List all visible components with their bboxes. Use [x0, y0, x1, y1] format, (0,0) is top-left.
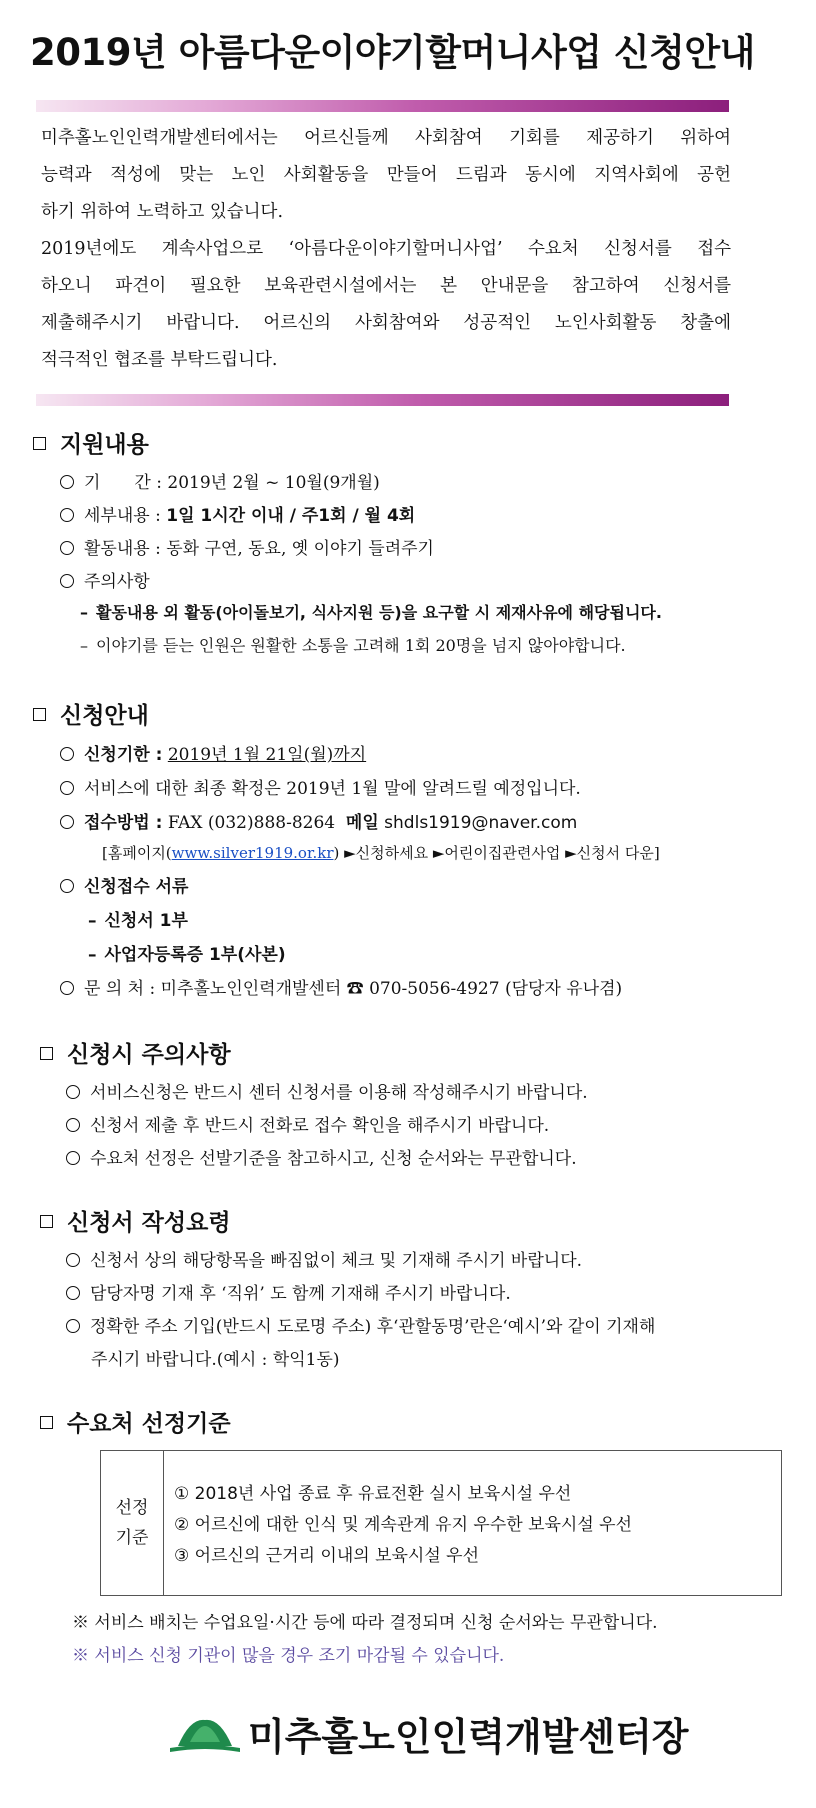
- apply-doc-2: – 사업자등록증 1부(사본): [88, 945, 286, 965]
- intro-line: 미추홀노인인력개발센터에서는 어르신들께 사회참여 기회를 제공하기 위하여: [41, 128, 731, 148]
- circle-bullet-icon: [60, 475, 74, 489]
- circle-bullet-icon: [66, 1118, 80, 1132]
- intro-line: 하기 위하여 노력하고 있습니다.: [41, 202, 284, 222]
- intro-line: 2019년에도 계속사업으로 ‘아름다운이야기할머니사업’ 수요처 신청서를 접수: [41, 239, 731, 259]
- apply-doc-1: – 신청서 1부: [88, 911, 188, 931]
- apply-deadline: 신청기한 : 2019년 1월 21일(월)까지: [60, 740, 366, 765]
- page-title: 2019년 아름다운이야기할머니사업 신청안내: [30, 31, 755, 74]
- guide-item: 신청서 상의 해당항목을 빠짐없이 체크 및 기재해 주시기 바랍니다.: [66, 1246, 582, 1271]
- support-activity: 활동내용 : 동화 구연, 동요, 옛 이야기 들려주기: [60, 534, 434, 559]
- criteria-table: [100, 1450, 782, 1596]
- intro-line: 능력과 적성에 맞는 노인 사회활동을 만들어 드림과 동시에 지역사회에 공헌: [41, 165, 731, 185]
- guide-item-continuation: 주시기 바랍니다.(예시 : 학익1동): [91, 1350, 340, 1370]
- circle-bullet-icon: [60, 981, 74, 995]
- circle-bullet-icon: [66, 1253, 80, 1267]
- decorative-gradient-bar-bottom: [36, 394, 729, 406]
- circle-bullet-icon: [60, 747, 74, 761]
- section-heading-guide: 신청서 작성요령: [40, 1204, 231, 1237]
- support-caution-1: – 활동내용 외 활동(아이돌보기, 식사지원 등)을 요구할 시 제재사유에 해당됩니다.: [80, 603, 662, 622]
- intro-line: 적극적인 협조를 부탁드립니다.: [41, 350, 278, 370]
- intro-line: 하오니 파견이 필요한 보육관련시설에서는 본 안내문을 참고하여 신청서를: [41, 276, 731, 296]
- criteria-item: ② 어르신에 대한 인식 및 계속관계 유지 우수한 보육시설 우선: [174, 1515, 633, 1535]
- support-caution-label: 주의사항: [60, 567, 150, 592]
- apply-homepage: [홈페이지(www.silver1919.or.kr) ►신청하세요 ►어린이집관련사업 ►신청서 다운]: [102, 844, 660, 862]
- decorative-gradient-bar-top: [36, 100, 729, 112]
- mountain-logo-icon: [170, 1712, 240, 1756]
- footer-org: [170, 1706, 689, 1761]
- intro-line: 제출해주시기 바랍니다. 어르신의 사회참여와 성공적인 노인사회활동 창출에: [41, 313, 731, 333]
- circle-bullet-icon: [60, 879, 74, 893]
- homepage-link[interactable]: www.silver1919.or.kr: [171, 844, 334, 862]
- section-heading-notice: 신청시 주의사항: [40, 1036, 231, 1069]
- circle-bullet-icon: [66, 1151, 80, 1165]
- apply-method: 접수방법 : FAX (032)888-8264 메일 shdls1919@naver.com: [60, 808, 577, 833]
- circle-bullet-icon: [66, 1286, 80, 1300]
- support-caution-2: – 이야기를 듣는 인원은 원활한 소통을 고려해 1회 20명을 넘지 않아야합니다.: [80, 636, 626, 655]
- circle-bullet-icon: [66, 1319, 80, 1333]
- note-line-highlight: ※ 서비스 신청 기관이 많을 경우 조기 마감될 수 있습니다.: [72, 1646, 505, 1666]
- square-bullet-icon: [40, 1416, 53, 1429]
- section-heading-apply: 신청안내: [33, 697, 149, 730]
- square-bullet-icon: [40, 1047, 53, 1060]
- square-bullet-icon: [33, 437, 46, 450]
- apply-contact: 문 의 처 : 미추홀노인인력개발센터 ☎ 070-5056-4927 (담당자 유나겸): [60, 974, 622, 999]
- notice-item: 서비스신청은 반드시 센터 신청서를 이용해 작성해주시기 바랍니다.: [66, 1078, 588, 1103]
- footer-org-name: 미추홀노인인력개발센터장: [248, 1715, 689, 1759]
- square-bullet-icon: [33, 708, 46, 721]
- support-period: 기 간 : 2019년 2월 ~ 10월(9개월): [60, 468, 380, 493]
- circle-bullet-icon: [66, 1085, 80, 1099]
- circle-bullet-icon: [60, 541, 74, 555]
- section-heading-criteria: 수요처 선정기준: [40, 1405, 231, 1438]
- guide-item: 담당자명 기재 후 ‘직위’ 도 함께 기재해 주시기 바랍니다.: [66, 1279, 511, 1304]
- circle-bullet-icon: [60, 781, 74, 795]
- apply-confirm: 서비스에 대한 최종 확정은 2019년 1월 말에 알려드릴 예정입니다.: [60, 774, 581, 799]
- criteria-label-cell: 선정 기준: [101, 1451, 164, 1595]
- square-bullet-icon: [40, 1215, 53, 1228]
- intro-paragraph: [41, 120, 731, 379]
- notice-item: 수요처 선정은 선발기준을 참고하시고, 신청 순서와는 무관합니다.: [66, 1144, 577, 1169]
- circle-bullet-icon: [60, 574, 74, 588]
- section-heading-support: 지원내용: [33, 426, 149, 459]
- criteria-item: ① 2018년 사업 종료 후 유료전환 실시 보육시설 우선: [174, 1484, 572, 1504]
- note-line: ※ 서비스 배치는 수업요일·시간 등에 따라 결정되며 신청 순서와는 무관합니다.: [72, 1613, 658, 1633]
- circle-bullet-icon: [60, 508, 74, 522]
- apply-docs-label: 신청접수 서류: [60, 872, 188, 897]
- circle-bullet-icon: [60, 815, 74, 829]
- guide-item: 정확한 주소 기입(반드시 도로명 주소) 후‘관할동명’란은‘예시’와 같이 기재해: [66, 1312, 655, 1337]
- support-detail: 세부내용 : 1일 1시간 이내 / 주1회 / 월 4회: [60, 501, 415, 526]
- notice-item: 신청서 제출 후 반드시 전화로 접수 확인을 해주시기 바랍니다.: [66, 1111, 549, 1136]
- criteria-items-cell: [164, 1451, 781, 1595]
- criteria-item: ③ 어르신의 근거리 이내의 보육시설 우선: [174, 1546, 480, 1566]
